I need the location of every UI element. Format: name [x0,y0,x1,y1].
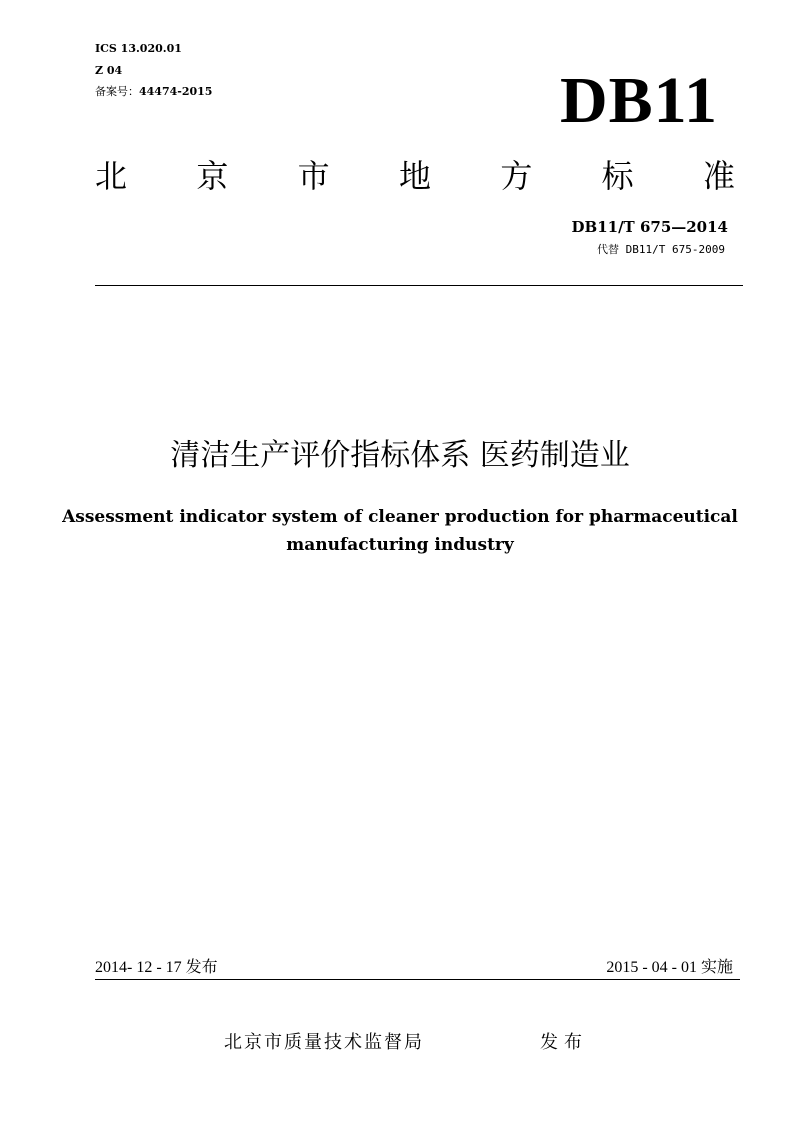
filing-number-label: 备案号： [95,85,139,98]
category-code: Z 04 [95,64,123,77]
standard-class-char: 市 [297,157,330,195]
replaces-standard: 代替 DB11/T 675-2009 [597,243,725,256]
title-english: Assessment indicator system of cleaner production for pharmaceutical manufacturing industry [62,507,738,555]
ics-code: ICS 13.020.01 [95,42,182,55]
implementation-date: 2015 - 04 - 01 实施 [606,959,733,976]
header-divider [95,285,743,286]
db-logo: DB11 [559,64,718,137]
standard-class-char: 地 [398,157,431,195]
filing-number-value: 44474-2015 [139,85,213,98]
filing-number-line [95,85,212,99]
issue-date: 2014- 12 - 17 发布 [95,959,218,976]
standard-class-char: 京 [196,157,229,195]
standard-class-char: 准 [702,157,735,195]
footer-divider [95,979,740,980]
title-chinese: 清洁生产评价指标体系 医药制造业 [170,438,630,473]
standard-number: DB11/T 675—2014 [571,218,728,236]
publish-label: 发布 [540,1032,588,1053]
standard-class-char: 标 [601,157,634,195]
standard-class-title [95,156,735,196]
standard-class-char: 北 [95,157,128,195]
standard-class-char: 方 [500,157,533,195]
publisher-name: 北京市质量技术监督局 [224,1032,424,1053]
